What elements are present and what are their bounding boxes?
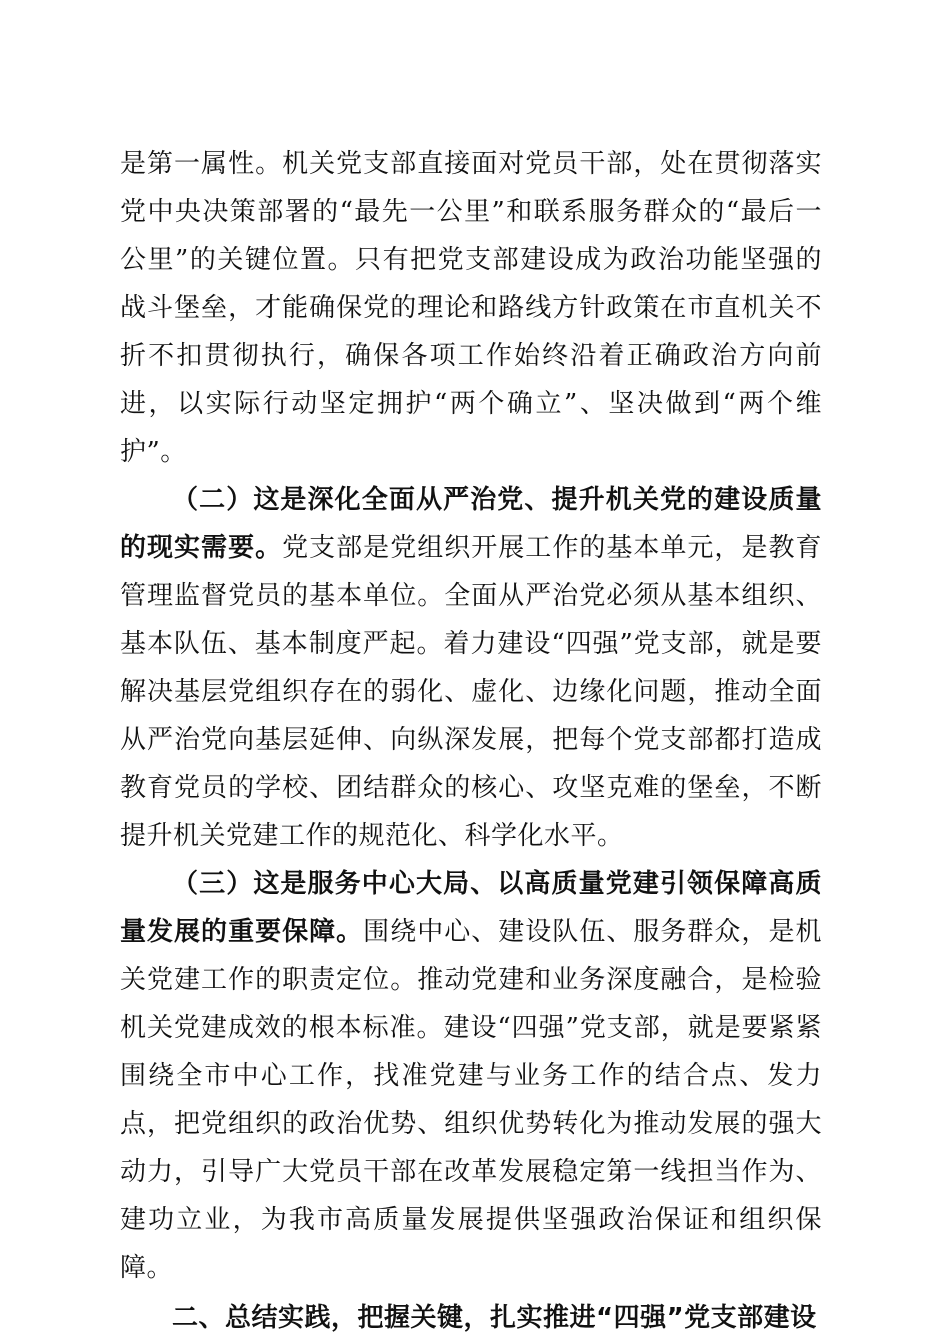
chapter-heading: 二、总结实践，把握关键，扎实推进“四强”党支部建设 xyxy=(172,1303,817,1333)
section-3-lead: （三）这是服务中心大局、以高质量党建引领保障高质量发展的重要保障。 xyxy=(120,869,822,947)
section-3-body: 围绕中心、建设队伍、服务群众，是机关党建工作的职责定位。推动党建和业务深度融合，是检验机关党建成效的根本标准。建设“四强”党支部，就是要紧紧围绕全市中心工作，找准党建与业务工作的结合点、发力点，把党组织的政治优势、组织优势转化为推动发展的强大动力，引导广大党员干部在改革发展稳定第一线担当作为、建功立业，为我市高质量发展提供坚强政治保证和组织保障。 xyxy=(120,917,822,1283)
section-2-lead: （二）这是深化全面从严治党、提升机关党的建设质量的现实需要。 xyxy=(120,485,822,563)
section-2-body: 党支部是党组织开展工作的基本单元，是教育管理监督党员的基本单位。全面从严治党必须从基本组织、基本队伍、基本制度严起。着力建设“四强”党支部，就是要解决基层党组织存在的弱化、虚化、边缘化问题，推动全面从严治党向基层延伸、向纵深发展，把每个党支部都打造成教育党员的学校、团结群众的核心、攻坚克难的堡垒，不断提升机关党建工作的规范化、科学化水平。 xyxy=(120,533,822,851)
continued-paragraph: 是第一属性。机关党支部直接面对党员干部，处在贯彻落实党中央决策部署的“最先一公里”和联系服务群众的“最后一公里”的关键位置。只有把党支部建设成为政治功能坚强的战斗堡垒，才能确保党的理论和路线方针政策在市直机关不折不扣贯彻执行，确保各项工作始终沿着正确政治方向前进，以实际行动坚定拥护“两个确立”、坚决做到“两个维护”。 xyxy=(120,149,822,467)
section-2-paragraph xyxy=(120,476,822,860)
document-body xyxy=(120,140,822,1342)
section-3-paragraph xyxy=(120,860,822,1292)
